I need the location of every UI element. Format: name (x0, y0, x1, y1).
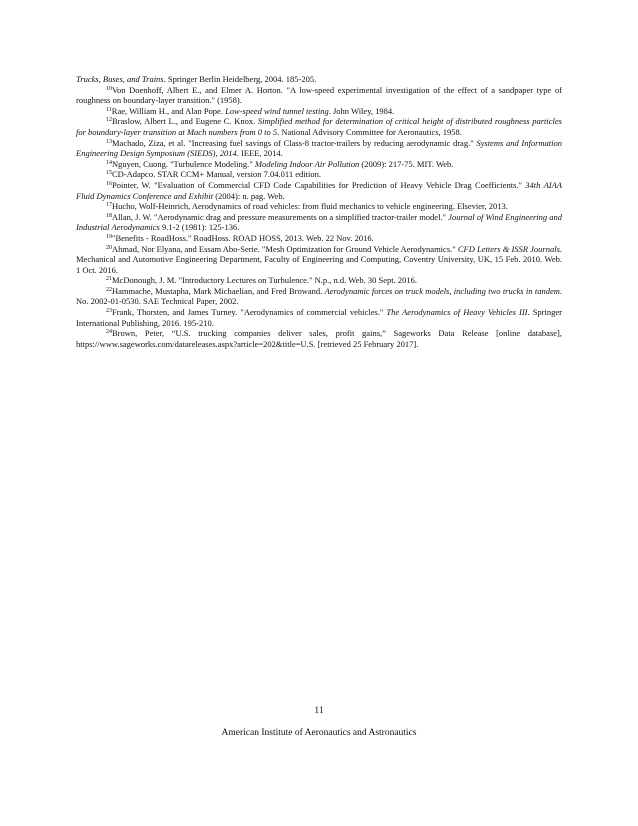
reference-text-tail: . Springer International Publishing, 2016. 195-210. (76, 307, 562, 328)
reference-item (76, 180, 562, 201)
reference-text: Machado, Ziza, et al. "Increasing fuel savings of Class-8 tractor-trailers by reducing aerodynamic drag." (112, 137, 477, 148)
reference-italic-title: Low-speed wind tunnel testing (225, 105, 329, 116)
reference-text-tail: . Mechanical and Automotive Engineering Department, Faculty of Engineering and Computing, Coventry University, UK, 15 Feb. 2010. Web. 1 Oct. 2016. (76, 243, 563, 275)
reference-text: Frank, Thorsten, and James Turney. "Aerodynamics of commercial vehicles." (112, 307, 387, 318)
reference-text: Von Doenhoff, Albert E., and Elmer A. Horton. "A low-speed experimental investigation of the effect of a sandpaper type of roughness on boundary-layer transition." (1958). (76, 84, 562, 106)
reference-text: Hucho, Wolf-Heinrich, Aerodynamics of road vehicles: from fluid mechanics to vehicle engineering. Elsevier, 2013. (112, 201, 508, 212)
reference-text-tail: 9.1-2 (1981): 125-136. (159, 222, 240, 233)
reference-number: 24 (106, 329, 112, 336)
page-number: 11 (314, 706, 324, 716)
reference-italic-title: CFD Letters & ISSR Journals (457, 243, 560, 254)
reference-item (76, 74, 562, 85)
reference-italic-title: Modeling Indoor Air Pollution (254, 158, 360, 169)
reference-text-tail: . Springer Berlin Heidelberg, 2004. 185-205. (163, 74, 317, 84)
reference-item (76, 275, 562, 286)
reference-italic-title: Aerodynamic forces on truck models, including two trucks in tandem (324, 285, 560, 296)
reference-text: McDonough, J. M. "Introductory Lectures on Turbulence." N.p., n.d. Web. 30 Sept. 2016. (112, 275, 417, 286)
reference-text: Braslow, Albert L., and Eugene C. Knox. (112, 116, 258, 127)
reference-item (76, 138, 562, 159)
reference-italic-title: 34th AIAA Fluid Dynamics Conference and Exhibit (76, 179, 562, 201)
reference-text: Pointer, W. "Evaluation of Commercial CFD Code Capabilities for Prediction of Heavy Vehicle Drag Coefficients." (112, 179, 526, 190)
reference-number: 14 (106, 159, 112, 166)
footer-organization: American Institute of Aeronautics and Astronautics (221, 728, 417, 738)
reference-item (76, 106, 562, 117)
reference-item (76, 286, 562, 307)
reference-italic-title: Systems and Information Engineering Design Symposium (SIEDS), 2014 (76, 137, 562, 159)
reference-number: 17 (106, 202, 112, 209)
reference-text: Brown, Peter, “U.S. trucking companies deliver sales, profit gains,” Sageworks Data Release [online database], https://www.sageworks.com/datareleases.aspx?article=202&title=U.S. [retrieved 25 February 2017]. (76, 328, 562, 349)
reference-italic-title: The Aerodynamics of Heavy Vehicles III (386, 307, 528, 318)
reference-number: 13 (106, 138, 112, 145)
reference-item (76, 307, 562, 328)
reference-text: "Benefits - RoadHoss." RoadHoss. ROAD HOSS, 2013. Web. 22 Nov. 2016. (112, 232, 374, 243)
reference-italic-title: Trucks, Buses, and Trains (76, 74, 164, 84)
reference-number: 20 (106, 244, 112, 251)
reference-number: 23 (106, 308, 112, 315)
reference-text-tail: . No. 2002-01-0530. SAE Technical Paper, 2002. (76, 285, 562, 307)
reference-text: Nguyen, Cuong. "Turbulence Modeling." (112, 158, 255, 169)
reference-item (76, 116, 562, 137)
reference-italic-title: Journal of Wind Engineering and Industrial Aerodynamics (76, 211, 563, 233)
reference-item (76, 233, 562, 244)
reference-text-tail: . IEEE, 2014. (236, 148, 283, 159)
reference-number: 19 (106, 233, 112, 240)
reference-text-tail: (2009): 217-75. MIT. Web. (359, 158, 454, 169)
reference-item (76, 212, 562, 233)
reference-number: 12 (106, 117, 112, 124)
reference-item (76, 85, 562, 106)
reference-text: CD-Adapco. STAR CCM+ Manual, version 7.04.011 edition. (112, 169, 321, 180)
reference-text-tail: . John Wiley, 1984. (328, 105, 395, 116)
reference-item (76, 328, 562, 349)
reference-number: 21 (106, 276, 112, 283)
reference-number: 10 (106, 85, 112, 92)
reference-text: Allan, J. W. "Aerodynamic drag and pressure measurements on a simplified tractor-trailer model." (112, 211, 449, 222)
reference-number: 15 (106, 170, 112, 177)
reference-number: 11 (106, 106, 112, 113)
reference-item (76, 169, 562, 180)
reference-text: Rae, William H., and Alan Pope. (111, 105, 226, 116)
reference-number: 16 (106, 180, 112, 187)
reference-text-tail: . National Advisory Committee for Aeronautics, 1958. (277, 126, 462, 137)
reference-item (76, 244, 562, 276)
reference-item (76, 201, 562, 212)
reference-text: Hammache, Mustapha, Mark Michaelian, and Fred Browand. (112, 285, 325, 296)
reference-number: 18 (106, 212, 112, 219)
reference-number: 22 (106, 286, 112, 293)
reference-text-tail: (2004): n. pag. Web. (213, 190, 285, 201)
reference-item (76, 159, 562, 170)
reference-list (76, 74, 562, 349)
reference-italic-title: Simplified method for determination of critical height of distributed roughness particles for boundary-layer transition at Mach numbers from 0 to 5 (76, 116, 562, 137)
reference-text: Ahmad, Nor Elyana, and Essam Abo-Serie. "Mesh Optimization for Ground Vehicle Aerodynamics." (112, 243, 458, 254)
